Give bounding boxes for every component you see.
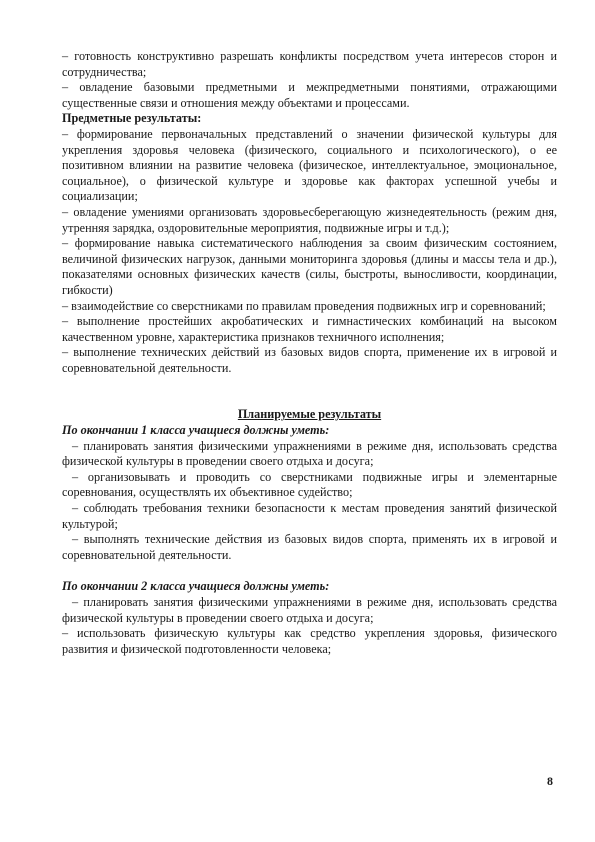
planned-results-title: Планируемые результаты (237, 407, 382, 422)
paragraph: – готовность конструктивно разрешать конфликты посредством учета интересов сторон и сотрудничества; (62, 49, 557, 79)
subject-results-section (62, 111, 557, 376)
paragraph: – формирование навыка систематического наблюдения за своим физическим состоянием, величиной физических нагрузок, данными мониторинга здоровья (длины и массы тела и др.), показателями основных физических качеств (силы, быстроты, выносливости, координации, гибкости) (62, 236, 557, 297)
grade1-section (62, 423, 557, 563)
section-heading: Предметные результаты: (62, 111, 202, 126)
paragraph: – выполнять технические действия из базовых видов спорта, применять их в игровой и соревновательной деятельности. (62, 532, 557, 562)
paragraph: – соблюдать требования техники безопасности к местам проведения занятий физической культурой; (62, 501, 557, 531)
grade2-section (62, 579, 557, 657)
paragraph: – планировать занятия физическими упражнениями в режиме дня, использовать средства физической культуры в проведении своего отдыха и досуга; (62, 438, 557, 469)
paragraph: – выполнение технических действий из базовых видов спорта, применение их в игровой и соревновательной деятельности. (62, 345, 557, 375)
paragraph: – выполнение простейших акробатических и гимнастических комбинаций на высоком качественном уровне, характеристика признаков техничного исполнения; (62, 314, 557, 344)
page-number: 8 (547, 774, 553, 788)
paragraph: – использовать физическую культуры как средство укрепления здоровья, физического развития и физической подготовленности человека; (62, 626, 557, 656)
paragraph: – овладение базовыми предметными и межпредметными понятиями, отражающими существенные связи и отношения между объектами и процессами. (62, 80, 557, 110)
paragraph: – организовывать и проводить со сверстниками подвижные игры и элементарные соревнования, осуществлять их объективное судейство; (62, 469, 557, 500)
grade1-heading: По окончании 1 класса учащиеся должны уметь: (62, 423, 330, 438)
grade2-heading: По окончании 2 класса учащиеся должны уметь: (62, 579, 330, 594)
document-page (62, 49, 557, 657)
paragraph: – взаимодействие со сверстниками по правилам проведения подвижных игр и соревнований; (62, 298, 546, 313)
general-results-section (62, 49, 557, 111)
paragraph: – планировать занятия физическими упражнениями в режиме дня, использовать средства физической культуры в проведении своего отдыха и досуга; (62, 595, 557, 625)
paragraph: – овладение умениями организовать здоровьесберегающую жизнедеятельность (режим дня, утренняя зарядка, оздоровительные мероприятия, подвижные игры и т.д.); (62, 204, 557, 235)
paragraph: – формирование первоначальных представлений о значении физической культуры для укрепления здоровья человека (физического, социального и психологического), о ее позитивном влиянии на развитие человека (физическое, интеллектуальное, эмоциональное, социальное), о физической культуре и здоровье как факторах успешной учебы и социализации; (62, 126, 557, 204)
